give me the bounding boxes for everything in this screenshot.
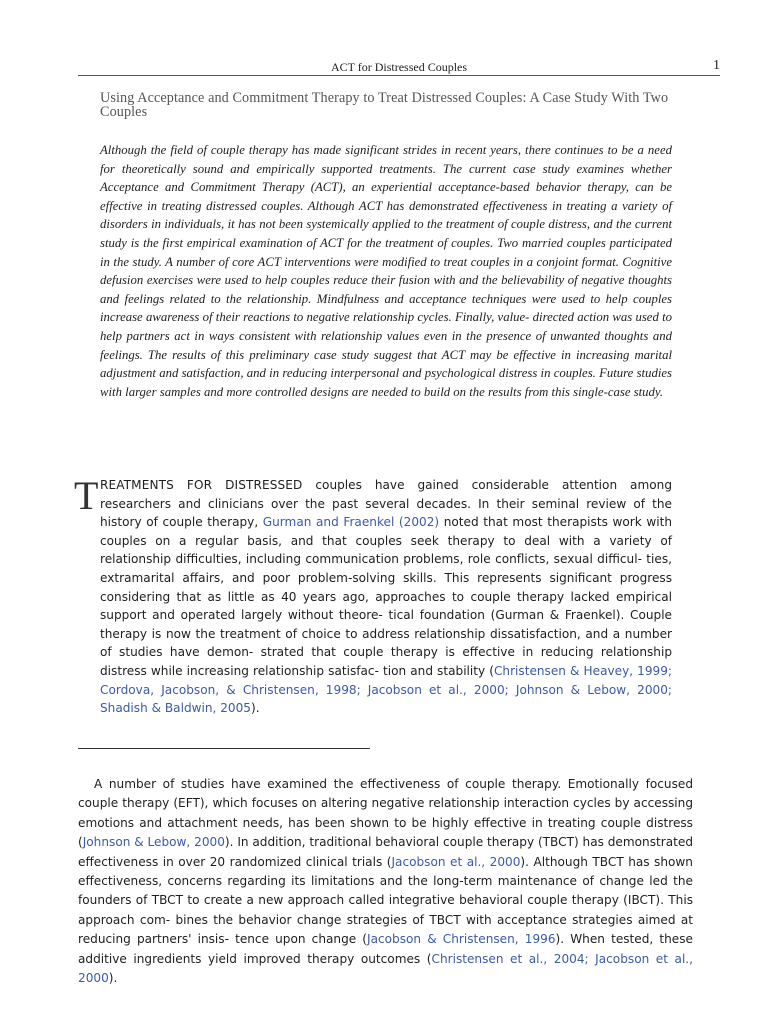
introduction-paragraph-block <box>74 473 672 718</box>
paragraph-1-text-a: couples have gained considerable attention among researchers and clinicians over the past several decades. In their seminal review of the history of couple therapy, <box>100 478 672 530</box>
paragraph-1 <box>74 473 672 718</box>
citation-link[interactable]: Jacobson et al., 2000 <box>391 854 521 869</box>
citation-link[interactable]: Christensen & Heavey, 1999; Cordova, Jacobson, & Christensen, 1998; Jacobson et al., 2000; Johnson & Lebow, 2000; Shadish & Baldwin, 2005 <box>100 663 672 716</box>
paragraph-1-text-c: ). <box>251 701 260 716</box>
paragraph-2-text-c: ). Although TBCT has shown effectiveness, concerns regarding its limitations and the long-term maintenance of change led the founders of TBCT to create a new approach called integrative behavioral couple therapy (IBCT). This approach com- bines the behavior change strategies of TBCT with acceptance strategies aimed at reducing partners' insis- tence upon change ( <box>78 854 693 947</box>
running-title: ACT for Distressed Couples <box>330 60 468 74</box>
paragraph-2-text-d: ). When tested, these additive ingredients yield improved therapy outcomes ( <box>78 932 693 966</box>
page-number: 1 <box>713 58 720 73</box>
paragraph-2 <box>78 775 693 988</box>
paragraph-2-text-e: ). <box>108 971 118 986</box>
abstract: Although the field of couple therapy has made significant strides in recent years, there continues to be a need for theoretically sound and empirically supported treatments. The current case study examines whether Acceptance and Commitment Therapy (ACT), an experiential acceptance-based behavior therapy, can be effective in treating distressed couples. Although ACT has demonstrated effectiveness in treating a variety of disorders in individuals, it has not been systemically applied to the treatment of couple distress, and the current study is the first empirical examination of ACT for the treatment of couples. Two married couples participated in the study. A number of core ACT interventions were modified to treat couples in a conjoint format. Cognitive defusion exercises were used to help couples reduce their fusion with and the believability of negative thoughts and feelings related to the relationship. Mindfulness and acceptance techniques were used to help couples increase awareness of their reactions to negative relationship cycles. Finally, value- directed action was used to help partners act in ways consistent with relationship values even in the presence of unwanted thoughts and feelings. The results of this preliminary case study suggest that ACT may be effective in increasing marital adjustment and satisfaction, and in reducing interpersonal and psychological distress in couples. Future studies with larger samples and more controlled designs are needed to build on the results from this single-case study. <box>100 143 672 399</box>
citation-link[interactable]: Christensen et al., 2004; Jacobson et al., 2000 <box>78 951 693 986</box>
paragraph-2-text-b: ). In addition, traditional behavioral couple therapy (TBCT) has demonstrated effectiveness in over 20 randomized clinical trials ( <box>78 835 694 869</box>
footnote-rule <box>78 748 370 749</box>
citation-link[interactable]: Jacobson & Christensen, 1996 <box>367 932 556 947</box>
paragraph-2-text-a: A number of studies have examined the effectiveness of couple therapy. Emotionally focused couple therapy (EFT), which focuses on altering negative relationship interaction cycles by accessing emotions and attachment needs, has been shown to be highly effective in treating couple distress ( <box>78 777 693 850</box>
running-header <box>78 58 720 76</box>
lead-caps: REATMENTS FOR DISTRESSED <box>100 478 303 492</box>
citation-link[interactable]: Johnson & Lebow, 2000 <box>82 835 225 850</box>
citation-link[interactable]: Gurman and Fraenkel (2002) <box>262 515 440 530</box>
article-title: Using Acceptance and Commitment Therapy to Treat Distressed Couples: A Case Study With Two Couples <box>100 90 669 120</box>
paragraph-1-text-b: noted that most therapists work with couples on a regular basis, and that couples seek therapy to deal with a variety of relationship difficulties, including communication problems, role conflicts, sexual difficul- ties, extramarital affairs, and poor problem-solving skills. This represents significant progress considering that as little as 40 years ago, approaches to couple therapy lacked empirical support and operated largely without theore- tical foundation (Gurman & Fraenkel). Couple therapy is now the treatment of choice to address relationship dissatisfaction, and a number of studies have demon- strated that couple therapy is effective in reducing relationship distress while increasing relationship satisfac- tion and stability ( <box>100 515 672 678</box>
header-rule <box>78 75 720 76</box>
drop-cap: T <box>74 473 99 518</box>
